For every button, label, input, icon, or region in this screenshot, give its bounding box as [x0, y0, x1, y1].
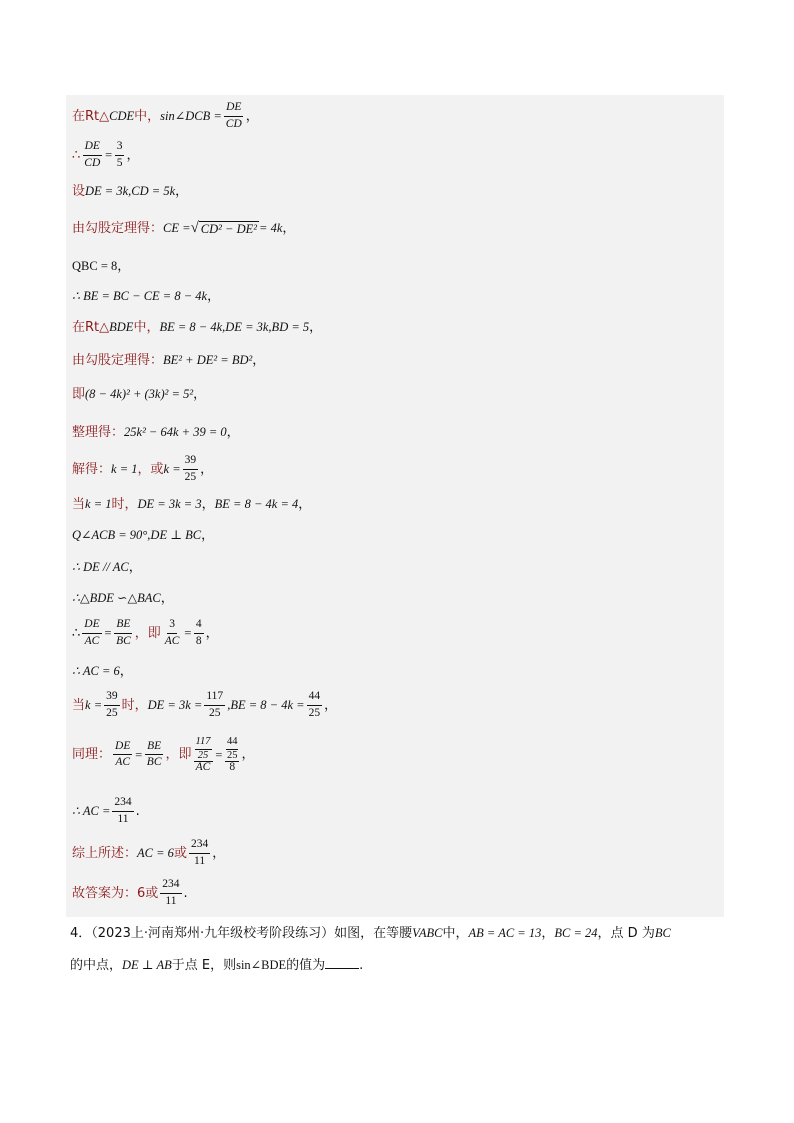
fraction: $\frac{3}{AC}$ [164, 618, 180, 647]
math: k = 1 [111, 461, 138, 476]
punct: ， [245, 108, 259, 124]
solution-line-15 [72, 592, 174, 605]
text: ，即 [134, 625, 161, 641]
math: BDE [109, 320, 134, 335]
square-root: √ CD² − DE² [190, 220, 258, 237]
solution-line-11 [72, 454, 213, 484]
solution-line-3 [72, 185, 188, 198]
solution-line-2 [72, 140, 139, 170]
text: 综上所述： [72, 845, 138, 861]
math: sin∠BDE [236, 958, 287, 972]
text: 中， [442, 926, 469, 941]
math: 25k² − 64k + 39 = 0 [124, 425, 227, 440]
solution-line-4 [72, 221, 295, 236]
text: 故答案为： [72, 885, 138, 901]
solution-line-21 [72, 838, 225, 868]
text: 在Rt△ [72, 108, 110, 124]
math: (8 − 4k)² + (3k)² = 5² [85, 387, 194, 402]
solution-line-10 [72, 426, 240, 439]
text: 中， [134, 108, 161, 124]
punct: ， [201, 497, 215, 512]
math: BC [654, 926, 671, 940]
solution-line-22 [72, 878, 188, 908]
punct: . [359, 958, 364, 973]
text: 解得： [72, 461, 112, 477]
solution-line-14 [72, 561, 142, 574]
punct: ， [282, 221, 296, 236]
text: 整理得： [72, 425, 125, 440]
question-4-line-2 [70, 958, 363, 972]
fraction: $\frac{234}{11}$ [162, 878, 180, 907]
punct: ， [160, 591, 174, 606]
text: ， [541, 926, 555, 941]
nested-fraction: $\frac{\frac{117}{25}}{AC}$ [195, 736, 211, 773]
math: DE = 3k = 3 [137, 497, 202, 512]
math: CE = [163, 221, 191, 236]
text: 在Rt△ [72, 320, 110, 335]
punct: ， [119, 664, 133, 679]
solution-line-12 [72, 498, 311, 511]
text: 中， [133, 320, 160, 335]
punct: ， [252, 353, 266, 368]
math: BE = 8 − 4k,DE = 3k,BD = 5 [159, 320, 310, 335]
text: 时， [111, 497, 138, 512]
punct: ， [200, 461, 214, 477]
fraction: $\frac{44}{25}$ [308, 690, 321, 719]
punct: ， [201, 528, 215, 543]
solution-line-7 [72, 321, 322, 334]
question-4-line-1 [70, 927, 671, 940]
therefore-symbol: ∴ [72, 625, 81, 641]
solution-line-5 [72, 260, 130, 273]
fraction: $\frac{234}{11}$ [190, 838, 209, 867]
math: AB = AC = 13 [468, 926, 542, 940]
math: = 4k [259, 221, 283, 236]
text: 的中点， [70, 958, 123, 973]
math: ∴ DE // AC [72, 560, 129, 575]
solution-line-17 [72, 665, 133, 678]
fraction: $\frac{DE}{AC}$ [115, 739, 131, 769]
solution-line-9 [72, 388, 206, 401]
text: ，或 [137, 461, 164, 477]
fraction: $\frac{DE}{AC}$ [84, 618, 100, 647]
solution-line-6 [72, 290, 220, 303]
punct: ， [128, 560, 142, 575]
text: 由勾股定理得： [72, 221, 164, 236]
math: BC = 24 [554, 926, 598, 940]
solution-line-16 [72, 618, 219, 648]
fraction: $\frac{BE}{BC}$ [146, 739, 162, 769]
fraction: $\frac{DE}{CD}$ [225, 101, 242, 130]
punct: ， [126, 147, 140, 163]
punct: ， [193, 387, 207, 402]
punct: ， [117, 259, 131, 274]
math: = [183, 625, 192, 640]
fraction: $\frac{4}{8}$ [195, 618, 202, 647]
fraction: $\frac{117}{25}$ [206, 690, 224, 719]
math: = [214, 747, 223, 762]
math: k = [163, 461, 181, 476]
solution-line-13 [72, 529, 214, 542]
fraction: $\frac{39}{25}$ [106, 690, 118, 719]
fraction: $\frac{39}{25}$ [184, 454, 197, 483]
math: k = 1 [85, 497, 112, 512]
solution-line-1 [72, 101, 259, 131]
math: CDE [109, 108, 135, 123]
punct: ， [324, 697, 338, 713]
math: = [103, 625, 113, 640]
math: = [104, 147, 113, 162]
text: 于点 E，则 [171, 958, 237, 973]
solution-line-8 [72, 354, 265, 367]
math: ,BE = 8 − 4k = [227, 697, 305, 712]
math: ∴ BE = BC − CE = 8 − 4k [72, 289, 208, 304]
text: 当 [72, 697, 86, 713]
math: ∴△BDE ∽△BAC [72, 591, 161, 606]
solution-line-19 [72, 736, 254, 774]
math: ∴ AC = [72, 803, 111, 818]
math: sin∠DCB = [160, 108, 222, 123]
math: = [134, 747, 143, 762]
answer-blank[interactable] [325, 958, 359, 969]
punct: ， [205, 625, 219, 641]
text: 同理： [72, 747, 112, 763]
fraction: $\frac{DE}{CD}$ [84, 140, 101, 169]
text: 4．（2023上·河南郑州·九年级校考阶段练习）如图，在等腰 [70, 926, 413, 941]
therefore-symbol: ∴ [72, 147, 81, 163]
math: BE² + DE² = BD² [163, 353, 253, 368]
punct: ， [175, 184, 189, 199]
math: DE = 3k,CD = 5k [85, 184, 176, 199]
text: 即 [72, 387, 86, 402]
punct: . [183, 885, 188, 901]
punct: ， [298, 497, 312, 512]
punct: ， [309, 320, 323, 335]
math: DE = 3k = [147, 697, 203, 712]
math: QBC = 8 [72, 259, 118, 274]
text: 的值为 [286, 958, 326, 973]
text: 或 [173, 845, 187, 861]
solution-line-20 [72, 796, 140, 826]
punct: ， [226, 425, 240, 440]
text: 时， [121, 697, 148, 713]
math: AC = 6 [137, 845, 174, 860]
fraction: $\frac{234}{11}$ [114, 796, 132, 825]
math: k = [85, 697, 103, 712]
text: 当 [72, 497, 86, 512]
text: ，即 [165, 747, 192, 763]
punct: ， [207, 289, 221, 304]
punct: ， [241, 747, 255, 763]
text: ，点 D 为 [597, 926, 655, 941]
math: ∴ AC = 6 [72, 664, 120, 679]
text: 设 [72, 184, 86, 199]
solution-line-18 [72, 690, 337, 720]
punct: ， [212, 845, 226, 861]
math: VABC [412, 926, 443, 940]
text: 由勾股定理得： [72, 353, 164, 368]
punct: . [135, 803, 140, 819]
text: 6或 [137, 885, 159, 901]
math: DE ⊥ AB [122, 958, 172, 972]
nested-fraction: $\frac{\frac{44}{25}}{8}$ [226, 736, 238, 773]
fraction: $\frac{3}{5}$ [116, 140, 123, 169]
math: BE = 8 − 4k = 4 [214, 497, 299, 512]
fraction: $\frac{BE}{BC}$ [116, 618, 131, 647]
math: Q∠ACB = 90°,DE ⊥ BC [72, 528, 202, 543]
